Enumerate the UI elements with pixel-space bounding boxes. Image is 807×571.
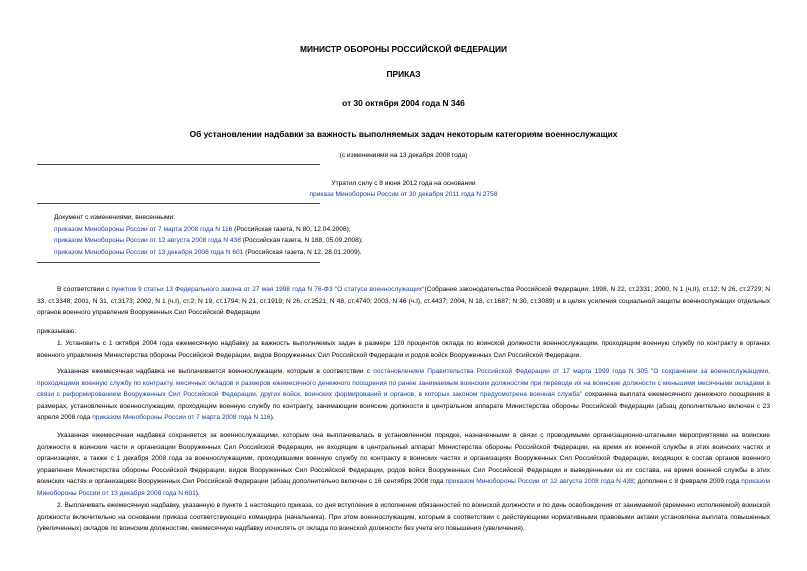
- paragraph-3: [37, 430, 770, 500]
- divider: [37, 164, 320, 165]
- preamble-text: (Собрание законодательства Российской Федерации, 1998, N 22, ст.2331; 2000, N 1 (ч.II), ст.12; N 26, ст.2729; N 33, ст.3348; 2001, N 31, ст.3173; 2002, N 1 (ч.I), ст.2; N 19, ст.1794; N 21, ст.1919; N 26, ст.2521; N 48, ст.4740; 2003, N 46 (ч.I), ст.4437; 2004, N 18, ст.1687; N 30, ст.3089) и в целях усиления социальной защиты военнослужащих отдельных органов военного управления Вооруженных Сил Российской Федерации: [37, 286, 770, 317]
- divider: [37, 203, 320, 204]
- change-link[interactable]: приказом Минобороны России от 12 августа 2008 года N 438: [54, 237, 241, 245]
- order-116-link[interactable]: приказом Минобороны России от 7 марта 2008 года N 116: [92, 414, 271, 422]
- order-word: приказываю:: [37, 328, 77, 335]
- preamble-text: В соответствии с: [57, 286, 112, 293]
- preamble: [37, 284, 770, 319]
- change-link[interactable]: приказом Минобороны России от 7 марта 2008 года N 116: [54, 225, 233, 233]
- change-source: (Российская газета, N 188, 05.09.2008);: [240, 237, 363, 245]
- date-number-heading: от 30 октября 2004 года N 346: [342, 98, 465, 108]
- change-item: [54, 247, 787, 259]
- government-decree-link[interactable]: постановлением Правительства Российской Федерации от 17 марта 1999 года N 305 "О сохранении за военнослужащими, проходящими военную службу по контракту, месячных окладов и размеров ежемесячного денежного поощрения по ранее занимаемым воинским должностям при переводе их на воинские должности с меньшими месячными окладами в связи с реформированием Вооруженных Сил Российской Федерации, других войск, воинских формирований и органов, в которых законом предусмотрена военная служба": [37, 368, 770, 399]
- changes-intro: Документ с изменениями, внесенными:: [54, 214, 176, 221]
- item-1: [37, 338, 770, 361]
- change-source: (Российская газета, N 12, 28.01.2009).: [243, 248, 362, 256]
- ministry-heading: МИНИСТР ОБОРОНЫ РОССИЙСКОЙ ФЕДЕРАЦИИ: [299, 44, 508, 54]
- change-link[interactable]: приказом Минобороны России от 13 декабря 2008 года N 601: [54, 248, 244, 256]
- item-2: [37, 500, 770, 535]
- paragraph-2-text: Указанная ежемесячная надбавка не выплачивается военнослужащим, которым в соответствии с постановлением Правительства Российской Федерации от 17 марта 1999 года N 305 "О сохранении за военнослужащими, проходящими военную службу по контракту, месячных окладов и размеров ежемесячного денежного поощрения по ранее занимаемым воинским должностям при переводе их на воинские должности с меньшими месячными окладами в связи с реформированием Вооруженных Сил Российской Федерации, других войск, воинских формирований и органов, в которых законом предусмотрена военная служба" сохранена выплата ежемесячного денежного поощрения в размерах, установленных военнослужащим, проходящим военную службу по контракту, занимающим воинские должности в центральном аппарате Министерства обороны Российской Федерации (абзац дополнительно включен с 23 апреля 2008 года приказом Минобороны России от 7 марта 2008 года N 116).: [37, 368, 770, 422]
- paragraph-3-text: Указанная ежемесячная надбавка сохраняется за военнослужащими, которым она выплачивалась в установленном порядке, назначенными в связи с проводимыми организационно-штатными мероприятиями на воинские должности в воинские части и организации Вооруженных Сил Российской Федерации, не входящие в центральный аппарат Министерства обороны Российской Федерации, на время их военной службы в этих воинских частях и организациях, а также с 1 декабря 2008 года за военнослужащими, проходившими военную службу по контракту в воинских частях и организациях Вооруженных Сил Российской Федерации, входящих в состав органов военного управления Министерства обороны Российской Федерации, видов Вооруженных Сил Российской Федерации, родов войск Вооруженных Сил Российской Федерации и выведенными из их состава, на время военной службы в этих воинских частях и организациях Вооруженных Сил Российской Федерации (абзац дополнительно включен с 16 сентября 2008 года приказом Минобороны России от 12 августа 2008 года N 438; дополнен с 8 февраля 2009 года приказом Минобороны России от 13 декабря 2008 года N 601).: [37, 432, 770, 497]
- divider: [37, 262, 320, 263]
- paragraph-2: [37, 366, 770, 424]
- item-2-text: 2. Выплачивать ежемесячную надбавку, указанную в пункте 1 настоящего приказа, со дня вступления в исполнение обязанностей по воинской должности и по день освобождения от занимаемой (временно исполняемой) воинской должности включительно на основании приказа соответствующего командира (начальника). При этом военнослужащим, которым в соответствии с действующими нормативными правовыми актами установлена выплата повышенных (увеличенных) окладов по воинским должностям, ежемесячную надбавку исчислять от оклада по воинской должности без учета его повышения (увеличения).: [37, 502, 770, 533]
- order-438-link[interactable]: приказом Минобороны России от 12 августа 2008 года N 438: [445, 478, 634, 486]
- change-source: (Российская газета, N 80, 12.04.2008);: [232, 225, 351, 233]
- order-601-link[interactable]: приказом Минобороны России от 13 декабря 2008 года N 601: [37, 478, 770, 497]
- amended-note: (с изменениями на 13 декабря 2008 года): [339, 152, 468, 159]
- change-item: [54, 235, 787, 247]
- change-item: [54, 224, 787, 236]
- preamble-paragraph: [37, 284, 770, 319]
- changes-list: [54, 212, 787, 258]
- law-link[interactable]: пунктом 9 статьи 13 Федерального закона от 27 мая 1998 года N 76-ФЗ "О статусе военнослужащих": [111, 286, 425, 293]
- repeal-status: Утратил силу с 8 июня 2012 года на основании: [331, 180, 476, 187]
- item-1-text: 1. Установить с 1 октября 2004 года ежемесячную надбавку за важность выполняемых задач в размере 120 процентов оклада по воинской должности военнослужащим, проходящим военную службу по контракту в органах военного управления Министерства обороны Российской Федерации, видов Вооруженных Сил Российской Федерации и родов войск Вооруженных Сил Российской Федерации.: [37, 340, 770, 359]
- document-title: Об установлении надбавки за важность выполняемых задач некоторым категориям военнослужащих: [189, 129, 618, 139]
- repeal-order-link[interactable]: приказа Минобороны России от 30 декабря 2011 года N 2758: [309, 191, 498, 198]
- doc-type-heading: ПРИКАЗ: [386, 69, 421, 79]
